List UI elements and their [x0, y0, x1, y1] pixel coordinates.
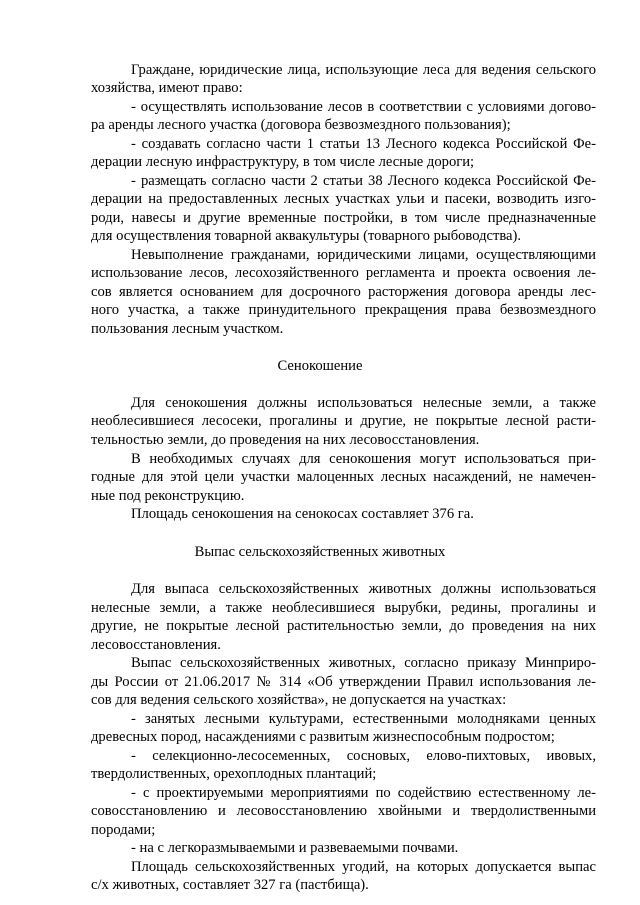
text-line: лесовосстановления.	[91, 637, 221, 653]
text-line: - занятых лесными культурами, естественными молодняками ценных	[131, 711, 596, 727]
text-line: Площадь сельскохозяйственных угодий, на которых допускается выпас	[131, 859, 596, 875]
text-line: нелесные земли, а также необлесившиеся вырубки, редины, прогалины и	[91, 600, 596, 616]
text-line: сов является основанием для досрочного расторжения договора аренды лес-	[91, 284, 596, 300]
text-line: Для сенокошения должны использоваться нелесные земли, а также	[131, 395, 596, 411]
text-line: дерации лесную инфраструктуру, в том числе лесные дороги;	[91, 154, 475, 170]
text-line: тельностью земли, до проведения на них лесовосстановления.	[91, 432, 480, 448]
text-line: необлесившиеся лесосеки, прогалины и другие, не покрытые лесной расти-	[91, 413, 596, 429]
text-line: - селекционно-лесосеменных, сосновых, елово-пихтовых, ивовых,	[131, 748, 596, 764]
text-line: дерации на предоставленных лесных участках ульи и пасеки, возводить изго-	[91, 191, 596, 207]
text-line: Выпас сельскохозяйственных животных, согласно приказу Минприро-	[131, 655, 596, 671]
text-line: древесных пород, насаждениями с развитым жизнеспособным подростом;	[91, 729, 555, 745]
text-line: твердолиственных, орехоплодных плантаций;	[91, 766, 377, 782]
text-line: ные под реконструкцию.	[91, 488, 245, 504]
text-line: - с проектируемыми мероприятиями по содействию естественному ле-	[131, 785, 596, 801]
text-line: другие, не покрытые лесной растительностью земли, до проведения на них	[91, 618, 596, 634]
text-line: В необходимых случаях для сенокошения могут использоваться при-	[131, 451, 596, 467]
text-line: роди, навесы и другие временные постройки, в том числе предназначенные	[91, 210, 596, 226]
text-line: ды России от 21.06.2017 № 314 «Об утверждении Правил использования ле-	[91, 674, 596, 690]
text-line: сов для ведения сельского хозяйства», не допускается на участках:	[91, 692, 507, 708]
text-line: использование лесов, лесохозяйственного регламента и проекта освоения ле-	[91, 265, 596, 281]
text-line: годные для этой цели участки малоценных лесных насаждений, не намечен-	[91, 469, 596, 485]
text-line: Невыполнение гражданами, юридическими лицами, осуществляющими	[131, 247, 596, 263]
text-line: ра аренды лесного участка (договора безвозмездного пользования);	[91, 117, 511, 133]
text-line: Площадь сенокошения на сенокосах составляет 376 га.	[131, 506, 474, 522]
text-line: хозяйства, имеют право:	[91, 80, 243, 96]
text-line: породами;	[91, 822, 156, 838]
section-heading: Выпас сельскохозяйственных животных	[194, 544, 446, 560]
text-line: ного участка, а также принудительного прекращения права безвозмездного	[91, 302, 596, 318]
text-line: совосстановлению и лесовосстановлению хвойными и твердолиственными	[91, 803, 596, 819]
text-line: Для выпаса сельскохозяйственных животных должны использоваться	[131, 581, 596, 597]
text-line: - создавать согласно части 1 статьи 13 Лесного кодекса Российской Фе-	[131, 136, 596, 152]
text-line: - осуществлять использование лесов в соответствии с условиями догово-	[131, 99, 596, 115]
text-line: с/х животных, составляет 327 га (пастбища).	[91, 877, 369, 893]
text-line: - на с легкоразмываемыми и развеваемыми почвами.	[131, 840, 459, 856]
section-heading: Сенокошение	[277, 358, 363, 374]
text-line: пользования лесным участком.	[91, 321, 284, 337]
text-line: для осуществления товарной аквакультуры (товарного рыбоводства).	[91, 228, 522, 244]
text-line: Граждане, юридические лица, использующие леса для ведения сельского	[131, 62, 596, 78]
text-line: - размещать согласно части 2 статьи 38 Лесного кодекса Российской Фе-	[131, 173, 596, 189]
